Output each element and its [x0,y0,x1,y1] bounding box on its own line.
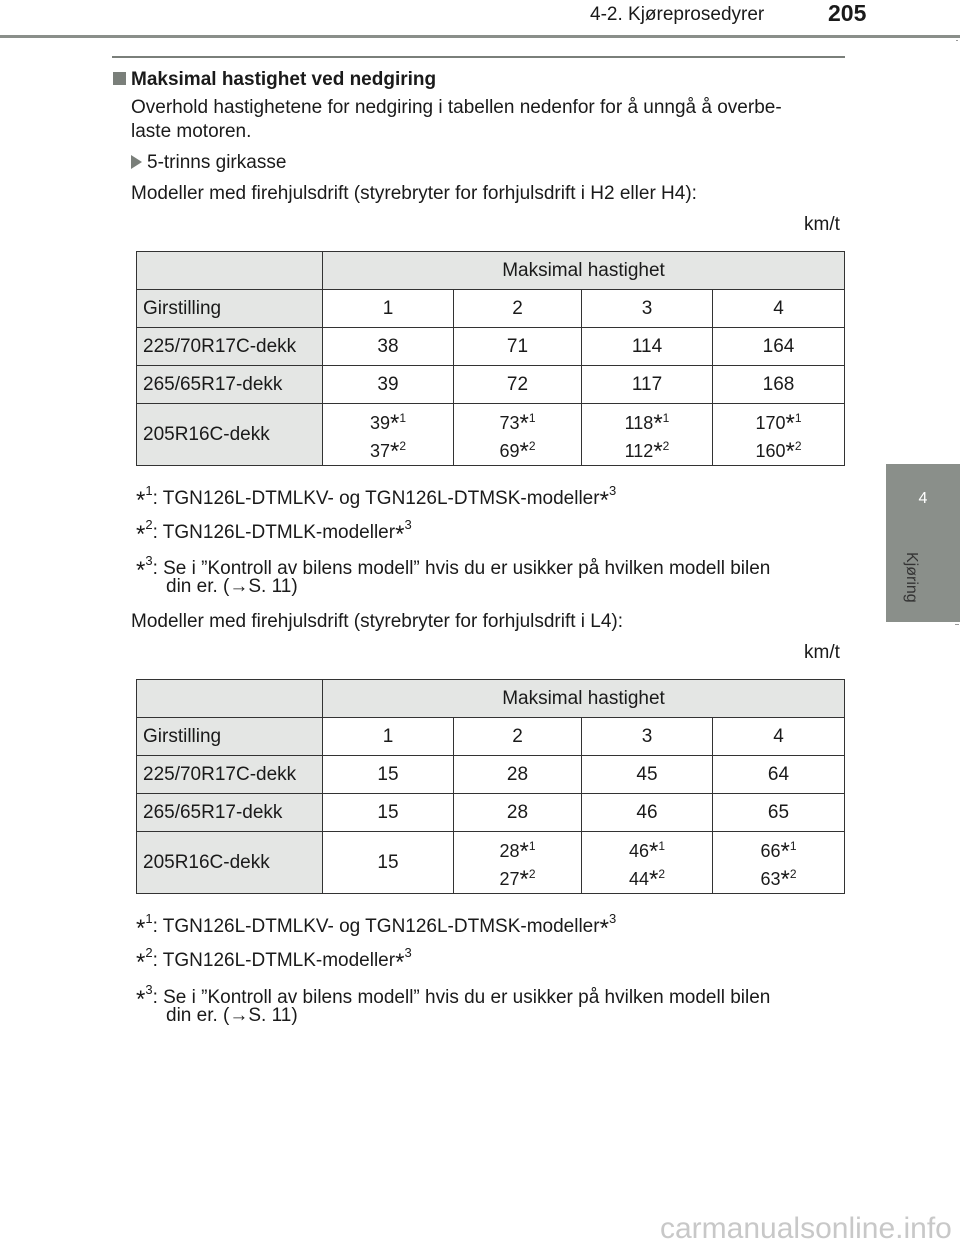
page-number: 205 [828,0,867,26]
speed-cell: 46 [582,794,713,832]
tire-cell: 205R16C-dekk [137,404,323,466]
square-bullet-icon [113,72,126,85]
speed-pair-cell: 28*$^1$ 27*$^2$ [454,832,582,894]
empty-corner-cell [137,252,323,290]
chapter-tab[interactable] [886,464,960,622]
table1-unit: km/t [804,214,840,235]
tire-cell: 225/70R17C-dekk [137,756,323,794]
section-top-rule [112,56,845,58]
gear-cell: 4 [713,290,845,328]
speed-table-2 [136,679,845,894]
gear-cell: 1 [323,718,454,756]
table2-caption: Modeller med firehjulsdrift (styrebryter for forhjulsdrift i L4): [131,611,624,632]
speed-cell: 45 [582,756,713,794]
footnote-3-cont: din er. (→S. 11) [166,1005,298,1026]
speed-cell: 114 [582,328,713,366]
chapter-number: 4 [918,490,928,507]
gear-label-cell: Girstilling [137,290,323,328]
footnote-3-cont: din er. (→S. 11) [166,576,298,597]
empty-corner-cell [137,680,323,718]
gear-cell: 3 [582,718,713,756]
speed-cell: 64 [713,756,845,794]
side-tick [955,624,959,625]
speed-pair-cell: 46*$^1$ 44*$^2$ [582,832,713,894]
table1-caption: Modeller med firehjulsdrift (styrebryter for forhjulsdrift i H2 eller H4): [131,183,697,204]
header-rule [0,35,960,38]
speed-cell: 65 [713,794,845,832]
footnote-1: *$^1$: TGN126L-DTMLKV- og TGN126L-DTMSK-modeller*$^3$ [136,911,617,942]
chapter-label: Kjøring [903,552,920,603]
gear-cell: 2 [454,718,582,756]
table-row [137,756,845,794]
section-heading: Maksimal hastighet ved nedgiring [113,67,436,92]
speed-cell: 71 [454,328,582,366]
gear-label-cell: Girstilling [137,718,323,756]
speed-pair-cell: 39*$^1$ 37*$^2$ [323,404,454,466]
table-row [137,328,845,366]
speed-pair-cell: 66*$^1$ 63*$^2$ [713,832,845,894]
tire-cell: 225/70R17C-dekk [137,328,323,366]
table-row [137,404,845,466]
footnote-3: *$^3$: Se i ”Kontroll av bilens modell” hvis du er usikker på hvilken modell bilen [136,553,771,584]
gear-cell: 1 [323,290,454,328]
side-tick [956,40,958,41]
speed-cell: 72 [454,366,582,404]
speed-cell: 15 [323,832,454,894]
table-row [137,794,845,832]
footnote-3: *$^3$: Se i ”Kontroll av bilens modell” hvis du er usikker på hvilken modell bilen [136,982,771,1013]
footnote-2: *$^2$: TGN126L-DTMLK-modeller*$^3$ [136,945,412,976]
speed-cell: 39 [323,366,454,404]
speed-cell: 38 [323,328,454,366]
intro-line-2: laste motoren. [131,121,252,142]
speed-cell: 15 [323,756,454,794]
table2-unit: km/t [804,642,840,663]
header-section-title: 4-2. Kjøreprosedyrer [590,4,765,25]
speed-cell: 15 [323,794,454,832]
watermark-text: carmanualsonline.info [660,1212,952,1245]
max-speed-header: Maksimal hastighet [323,252,845,290]
footnote-2: *$^2$: TGN126L-DTMLK-modeller*$^3$ [136,517,412,548]
speed-cell: 164 [713,328,845,366]
table-row [137,366,845,404]
table-row [137,832,845,894]
max-speed-header: Maksimal hastighet [323,680,845,718]
gear-cell: 3 [582,290,713,328]
gear-cell: 2 [454,290,582,328]
triangle-bullet-icon [131,155,142,169]
speed-table-1 [136,251,845,466]
speed-pair-cell: 170*$^1$ 160*$^2$ [713,404,845,466]
speed-cell: 117 [582,366,713,404]
tire-cell: 265/65R17-dekk [137,366,323,404]
speed-pair-cell: 73*$^1$ 69*$^2$ [454,404,582,466]
footnote-1: *$^1$: TGN126L-DTMLKV- og TGN126L-DTMSK-modeller*$^3$ [136,483,617,514]
tire-cell: 265/65R17-dekk [137,794,323,832]
speed-cell: 168 [713,366,845,404]
tire-cell: 205R16C-dekk [137,832,323,894]
gearbox-subheading: 5-trinns girkasse [131,150,286,175]
speed-cell: 28 [454,756,582,794]
speed-cell: 28 [454,794,582,832]
intro-line-1: Overhold hastighetene for nedgiring i tabellen nedenfor for å unngå å overbe- [131,97,782,118]
gear-cell: 4 [713,718,845,756]
speed-pair-cell: 118*$^1$ 112*$^2$ [582,404,713,466]
